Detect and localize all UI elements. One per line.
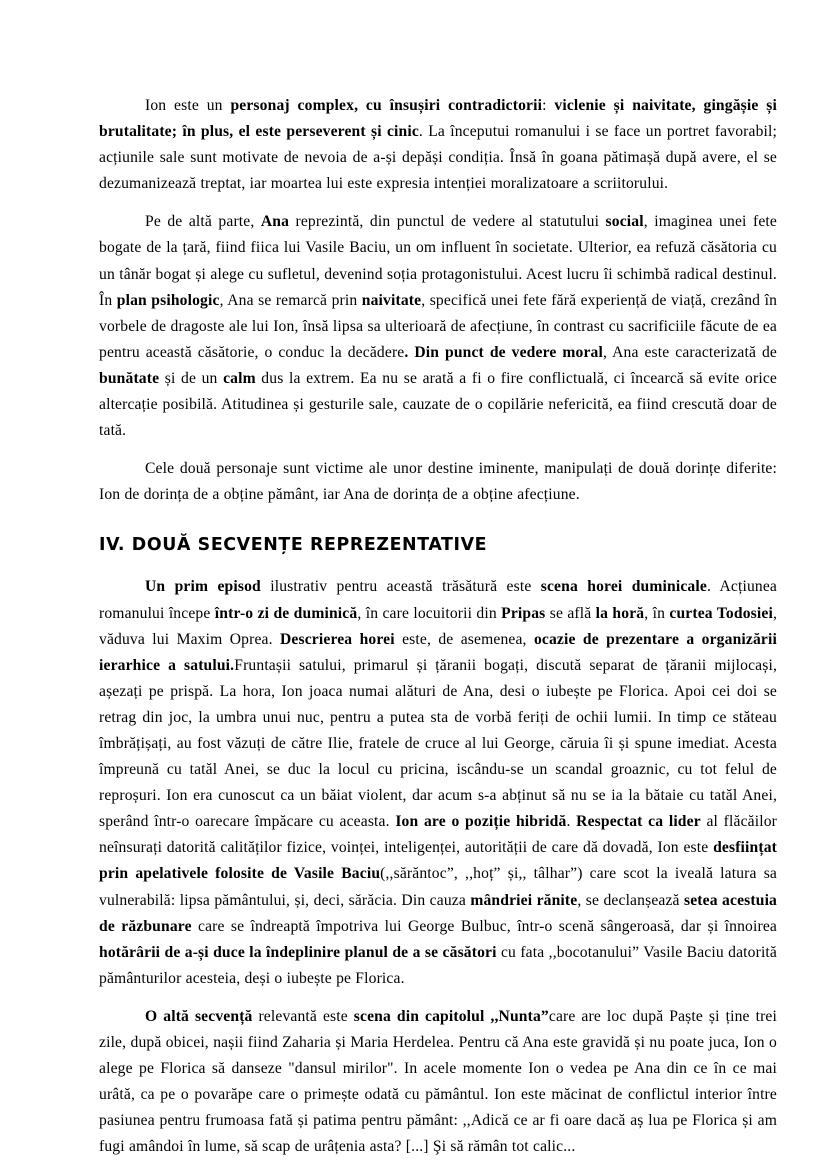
text-run-bold: scena din capitolul ,,Nunta” <box>353 1007 549 1025</box>
text-run: Fruntașii satului, primarul și țăranii bogați, discută separat de țăranii mijlocași, așezați pe prispă. La hora, Ion joaca numai alături de Ana, desi o iubește pe Florica. Apoi cei doi se retrag din joc, la umbra unui nuc, pentru a putea sta de vorbă feriți de ochii lumii. In timp ce stăteau îmbrățișați, au fost văzuți de către Ilie, fratele de cruce al lui George, căruia îi și spune imediat. Acesta împreună cu tatăl Anei, se duc la locul cu pricina, iscându-se un scandal groaznic, cu tot felul de reproșuri. Ion era cunoscut ca un băiat violent, dar acum s-a abținut să nu se ia la bătaie cu tatăl Anei, sperând într-o oarecare împăcare cu aceasta. <box>99 656 778 831</box>
text-run: relevantă este <box>252 1007 354 1025</box>
text-run: . La începutui romanului i se face un portret favorabil; acțiunile sale sunt motivate de nevoia de a-și depăși condiția. Însă în goana pătimașă după avere, el se dezumanizează treptat, iar moartea lui este expresia intenției moralizatoare a scriitorului. <box>99 123 777 193</box>
text-run: este, de asemenea, <box>394 630 534 648</box>
text-run: reprezintă, din punctul de vedere al statutului <box>289 213 606 231</box>
text-run: . <box>566 813 577 831</box>
text-run-bold: . Din punct de vedere moral <box>404 343 603 361</box>
text-run-bold: viclenie și naivitate, gingășie și brutalitate; în plus, el este perseverent și cinic <box>99 97 777 141</box>
text-run: (,,sărăntoc”, ,,hoț” și,, tâlhar”) care scot la iveală latura sa vulnerabilă: lipsa pământului, și, deci, sărăcia. Din cauza <box>99 865 778 909</box>
text-run: care are loc după Paște și ține trei zile, după obicei, nașii fiind Zaharia și Maria Herdelea. Pentru că Ana este gravidă și nu poate juca, Ion o alege pe Florica să danseze "dansul mirilor". In acele momente Ion o vedea pe Ana din ce în ce mai urâtă, ca pe o povarăpe care o primește odată cu pământul. Ion este măcinat de conflictul interior între pasiunea pentru frumoasa fată și patima pentru pământ: ,,Adică ce ar fi oare dacă aș lua pe Florica și am fugi amândoi în lume, să scap de urâțenia asta? [...] Şi să rămân tot calic... <box>99 1007 777 1156</box>
text-run: Ion este un <box>145 97 231 114</box>
text-run-bold: într-o zi de duminică <box>214 604 358 622</box>
text-run-bold: Respectat ca lider <box>576 813 701 831</box>
text-run-bold: scena horei duminicale <box>540 578 707 596</box>
paragraph-nunta <box>99 1004 777 1161</box>
text-run: , Ana este caracterizată de <box>603 343 777 361</box>
paragraph-ana <box>99 209 777 444</box>
text-run-bold: O altă secvență <box>145 1007 253 1025</box>
text-run-bold: curtea Todosiei <box>669 604 773 622</box>
text-run-bold: mândriei rănite <box>470 891 578 909</box>
text-run-bold: ocazie de prezentare a organizării ierarhice a satului. <box>99 630 777 674</box>
text-run-bold: Ana <box>260 213 290 231</box>
document-text-column <box>99 93 777 1160</box>
paragraph-victime <box>99 456 777 508</box>
text-run: , imaginea unei fete bogate de la țară, fiind fiica lui Vasile Baciu, un om influent în societate. Ulterior, ea refuză căsătoria cu un tânăr bogat și alege cu sufletul, devenind soția protagonistului. Acest lucru îi schimbă radical destinul. În <box>99 213 777 309</box>
text-run: ilustrativ pentru această trăsătură este <box>260 578 541 596</box>
text-run: care se îndreaptă împotriva lui George Bulbuc, într-o scenă sângeroasă, dar și înnoirea <box>191 917 777 935</box>
paragraph-hora <box>99 574 777 992</box>
text-run-bold: naivitate <box>361 291 422 309</box>
text-run-bold: social <box>605 213 644 231</box>
text-run: , Ana se remarcă prin <box>219 291 362 309</box>
text-run-bold: Un prim episod <box>145 578 261 596</box>
text-run-bold: calm <box>223 369 256 387</box>
text-run: . Acțiunea romanului începe <box>99 578 778 622</box>
text-run: , văduva lui Maxim Oprea. <box>99 604 777 648</box>
text-run-bold: la horă <box>595 604 645 622</box>
text-run: se află <box>545 604 596 622</box>
text-run-bold: Ion are o poziție hibridă <box>395 813 567 831</box>
text-run-bold: Descrierea horei <box>280 630 395 648</box>
text-run: cu fata ,,bocotanului” Vasile Baciu datorită pământurilor acesteia, deși o iubește pe Florica. <box>99 943 778 987</box>
text-run: , se declanșează <box>577 891 684 909</box>
text-run: , în <box>644 604 670 622</box>
text-run: Cele două personaje sunt victime ale unor destine iminente, manipulați de două dorințe diferite: Ion de dorința de a obține pământ, iar Ana de dorința de a obține afecțiune. <box>99 460 777 504</box>
section-heading-iv: IV. DOUĂ SECVENȚE REPREZENTATIVE <box>99 535 488 556</box>
text-run-bold: hotărârii de a-și duce la îndeplinire planul de a se căsători <box>99 943 497 961</box>
text-run: Pe de altă parte, <box>145 213 261 231</box>
text-run-bold: bunătate <box>99 369 160 387</box>
text-run-bold: setea acestuia de răzbunare <box>99 891 778 935</box>
text-run-bold: personaj complex, cu însușiri contradictorii <box>230 97 543 114</box>
text-run: : <box>542 97 555 114</box>
text-run: al flăcăilor neînsurați datorită calităților fizice, voinței, inteligenței, autorității de care dă dovadă, Ion este <box>99 813 777 857</box>
text-run: , specifică unei fete fără experiență de viață, crezând în vorbele de dragoste ale lui Ion, însă lipsa sa ulterioară de afecțiune, în contrast cu sacrificiile făcute de ea pentru această căsătorie, o conduc la decădere <box>99 291 778 361</box>
text-run-bold: Pripas <box>501 604 546 622</box>
text-run-bold: plan psihologic <box>116 291 220 309</box>
paragraph-ion-personaj <box>99 93 777 197</box>
text-run-bold: desființat prin apelativele folosite de Vasile Baciu <box>99 839 777 883</box>
text-run: dus la extrem. Ea nu se arată a fi o fire conflictuală, ci încearcă să evite orice altercație posibilă. Atitudinea și gesturile sale, cauzate de o copilărie nefericită, ea fiind crescută doar de tată. <box>99 369 777 440</box>
text-run: și de un <box>159 369 224 387</box>
text-run: , în care locuitorii din <box>357 604 502 622</box>
